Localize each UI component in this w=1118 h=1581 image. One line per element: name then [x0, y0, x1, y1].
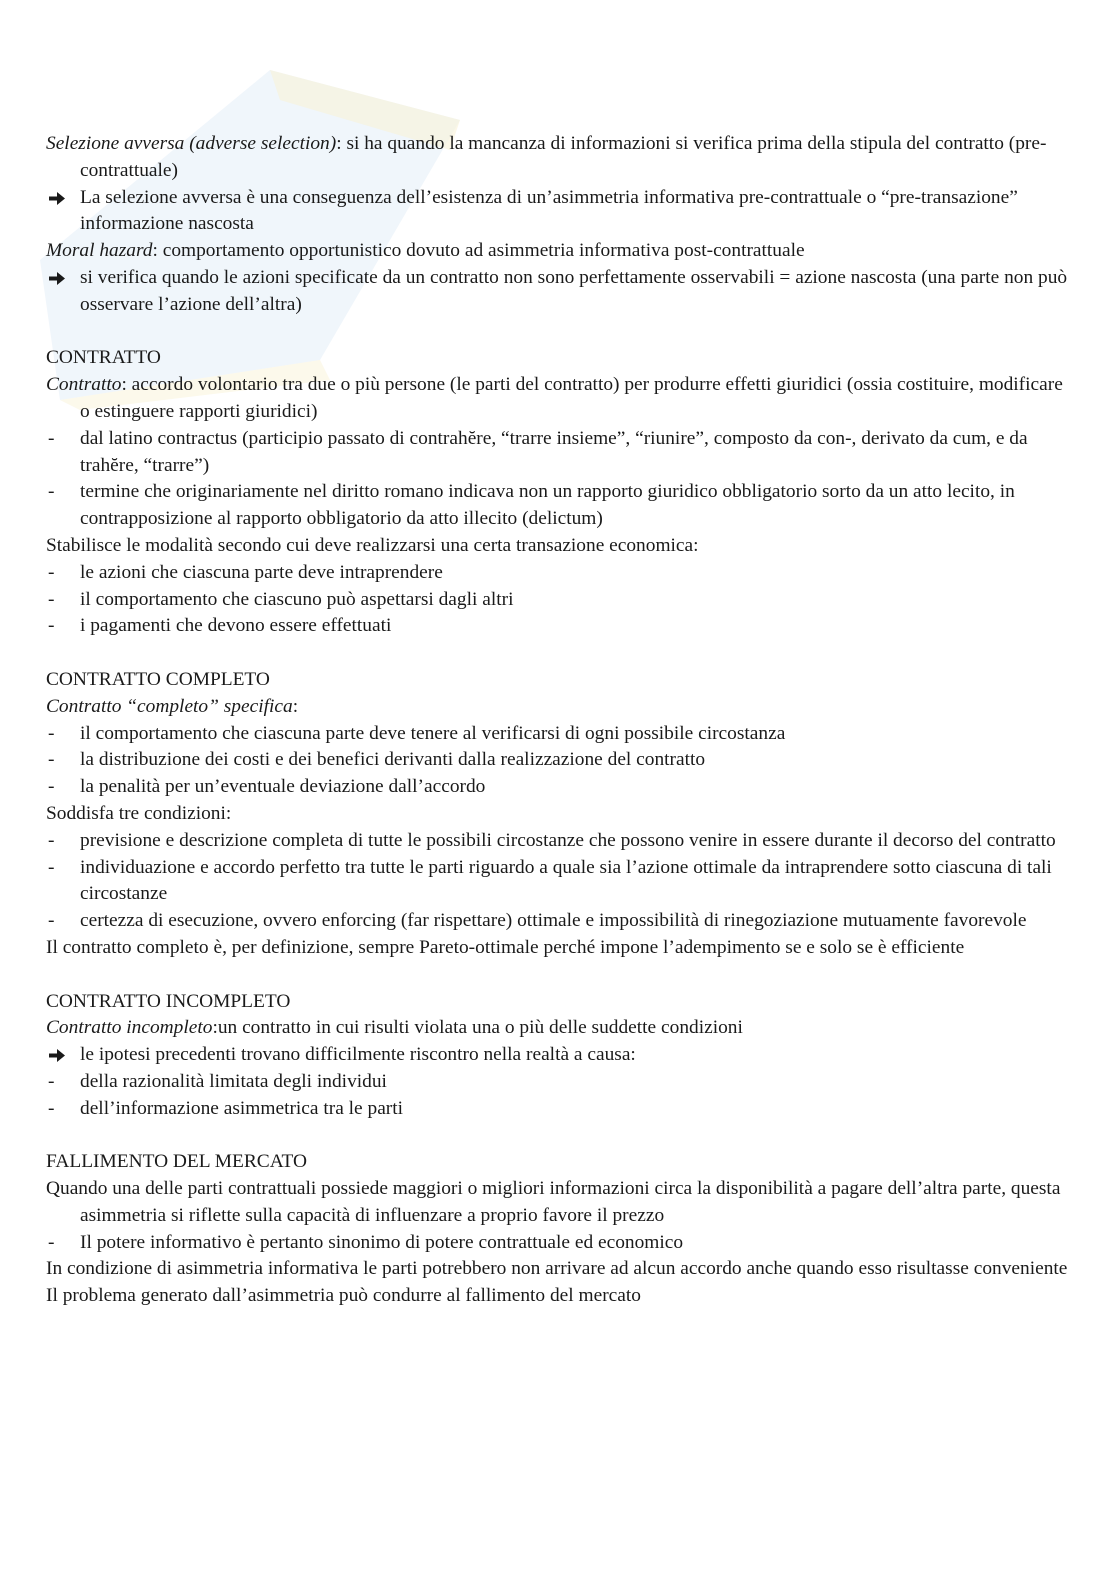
paragraph	[46, 131, 1076, 185]
dash-list-item	[46, 1069, 1076, 1096]
paragraph	[46, 1015, 1076, 1042]
paragraph-spacer	[46, 962, 1076, 989]
dash-list-item	[46, 747, 1076, 774]
list-item-text: le azioni che ciascuna parte deve intraprendere	[80, 561, 443, 583]
dash-list-item	[46, 613, 1076, 640]
term-italic: Moral hazard	[46, 240, 153, 262]
dash-bullet-icon: -	[48, 829, 55, 851]
paragraph-text: : si ha quando la mancanza di informazioni si verifica prima della stipula del contratto (pre-contrattuale)	[80, 133, 1047, 181]
paragraph-text: Il problema generato dall’asimmetria può condurre al fallimento del mercato	[46, 1285, 641, 1307]
paragraph-text: :un contratto in cui risulti violata una o più delle suddette condizioni	[212, 1017, 743, 1039]
paragraph	[46, 533, 1076, 560]
paragraph-text: :	[292, 695, 299, 717]
paragraph-spacer	[46, 319, 1076, 346]
dash-bullet-icon: -	[48, 1231, 55, 1253]
paragraph	[46, 694, 1076, 721]
list-item-text: certezza di esecuzione, ovvero enforcing (far rispettare) ottimale e impossibilità di rinegoziazione mutuamente favorevole	[80, 910, 1027, 932]
paragraph	[46, 1176, 1076, 1230]
dash-list-item	[46, 908, 1076, 935]
list-item-text: la penalità per un’eventuale deviazione dall’accordo	[80, 776, 486, 798]
arrow-list-item	[46, 1042, 1076, 1069]
dash-list-item	[46, 479, 1076, 533]
list-item-text: Il potere informativo è pertanto sinonimo di potere contrattuale ed economico	[80, 1231, 684, 1253]
dash-list-item	[46, 774, 1076, 801]
dash-list-item	[46, 560, 1076, 587]
paragraph-text: Stabilisce le modalità secondo cui deve realizzarsi una certa transazione economica:	[46, 534, 699, 556]
section-heading: CONTRATTO INCOMPLETO	[46, 990, 291, 1012]
list-item-text: il comportamento che ciascuna parte deve tenere al verificarsi di ogni possibile circostanza	[80, 722, 786, 744]
list-item-text: dal latino contractus (participio passato di contrahĕre, “trarre insieme”, “riunire”, composto da con-, derivato da cum, e da trahĕre, “trarre”)	[80, 427, 1028, 476]
section-heading: CONTRATTO COMPLETO	[46, 668, 270, 690]
dash-list-item	[46, 721, 1076, 748]
arrow-list-item	[46, 265, 1076, 319]
list-item-text: la distribuzione dei costi e dei benefici derivanti dalla realizzazione del contratto	[80, 749, 706, 771]
list-item-text: termine che originariamente nel diritto romano indicava non un rapporto giuridico obbligatorio sorto da un atto lecito, in contrapposizione al rapporto obbligatorio da atto illecito (delictum)	[80, 481, 1015, 530]
dash-bullet-icon: -	[48, 427, 55, 449]
dash-list-item	[46, 855, 1076, 909]
dash-bullet-icon: -	[48, 910, 55, 932]
dash-bullet-icon: -	[48, 588, 55, 610]
paragraph-text: Soddisfa tre condizioni:	[46, 802, 232, 824]
dash-list-item	[46, 828, 1076, 855]
paragraph	[46, 1283, 1076, 1310]
list-item-text: i pagamenti che devono essere effettuati	[80, 615, 392, 637]
dash-bullet-icon: -	[48, 481, 55, 503]
paragraph-text: In condizione di asimmetria informativa le parti potrebbero non arrivare ad alcun accordo anche quando esso risultasse conveniente	[46, 1258, 1068, 1280]
term-italic: Contratto incompleto	[46, 1017, 213, 1039]
paragraph	[46, 238, 1076, 265]
paragraph-text: : accordo volontario tra due o più persone (le parti del contratto) per produrre effetti giuridici (ossia costituire, modificare o estinguere rapporti giuridici)	[80, 374, 1063, 422]
arrow-list-item	[46, 185, 1076, 239]
list-item-text: La selezione avversa è una conseguenza dell’esistenza di un’asimmetria informativa pre-contrattuale o “pre-transazione” informazione nascosta	[80, 186, 1018, 235]
term-italic: Contratto “completo” specifica	[46, 695, 293, 717]
list-item-text: della razionalità limitata degli individui	[80, 1070, 387, 1092]
paragraph	[46, 801, 1076, 828]
paragraph	[46, 372, 1076, 426]
paragraph-spacer	[46, 1122, 1076, 1149]
list-item-text: dell’informazione asimmetrica tra le parti	[80, 1097, 404, 1119]
list-item-text: si verifica quando le azioni specificate da un contratto non sono perfettamente osservabili = azione nascosta (una parte non può osservare l’azione dell’altra)	[80, 266, 1068, 315]
dash-bullet-icon: -	[48, 615, 55, 637]
dash-bullet-icon: -	[48, 722, 55, 744]
dash-list-item	[46, 587, 1076, 614]
dash-bullet-icon: -	[48, 856, 55, 878]
list-item-text: il comportamento che ciascuno può aspettarsi dagli altri	[80, 588, 514, 610]
term-italic: Selezione avversa (adverse selection)	[46, 133, 337, 154]
section-heading: CONTRATTO	[46, 347, 161, 369]
paragraph	[46, 935, 1076, 962]
list-item-text: individuazione e accordo perfetto tra tutte le parti riguardo a quale sia l’azione ottimale da intraprendere sotto ciascuna di tali circostanze	[80, 856, 1052, 905]
dash-bullet-icon: -	[48, 776, 55, 798]
dash-bullet-icon: -	[48, 1070, 55, 1092]
section-heading: FALLIMENTO DEL MERCATO	[46, 1151, 308, 1173]
list-item-text: le ipotesi precedenti trovano difficilmente riscontro nella realtà a causa:	[80, 1044, 636, 1066]
dash-bullet-icon: -	[48, 1097, 55, 1119]
dash-bullet-icon: -	[48, 561, 55, 583]
dash-bullet-icon: -	[48, 749, 55, 771]
list-item-text: previsione e descrizione completa di tutte le possibili circostanze che possono venire in essere durante il decorso del contratto	[80, 829, 1056, 851]
paragraph-text: : comportamento opportunistico dovuto ad asimmetria informativa post-contrattuale	[152, 240, 805, 262]
paragraph	[46, 1256, 1076, 1283]
dash-list-item	[46, 1096, 1076, 1123]
term-italic: Contratto	[46, 374, 122, 396]
dash-list-item	[46, 426, 1076, 480]
paragraph-text: Il contratto completo è, per definizione, sempre Pareto-ottimale perché impone l’adempimento se e solo se è efficiente	[46, 936, 965, 958]
dash-list-item	[46, 1230, 1076, 1257]
paragraph-spacer	[46, 640, 1076, 667]
document-body	[46, 131, 1076, 1310]
paragraph-text: Quando una delle parti contrattuali possiede maggiori o migliori informazioni circa la disponibilità a pagare dell’altra parte, questa asimmetria si riflette sulla capacità di influenzare a proprio favore il prezzo	[46, 1178, 1061, 1226]
